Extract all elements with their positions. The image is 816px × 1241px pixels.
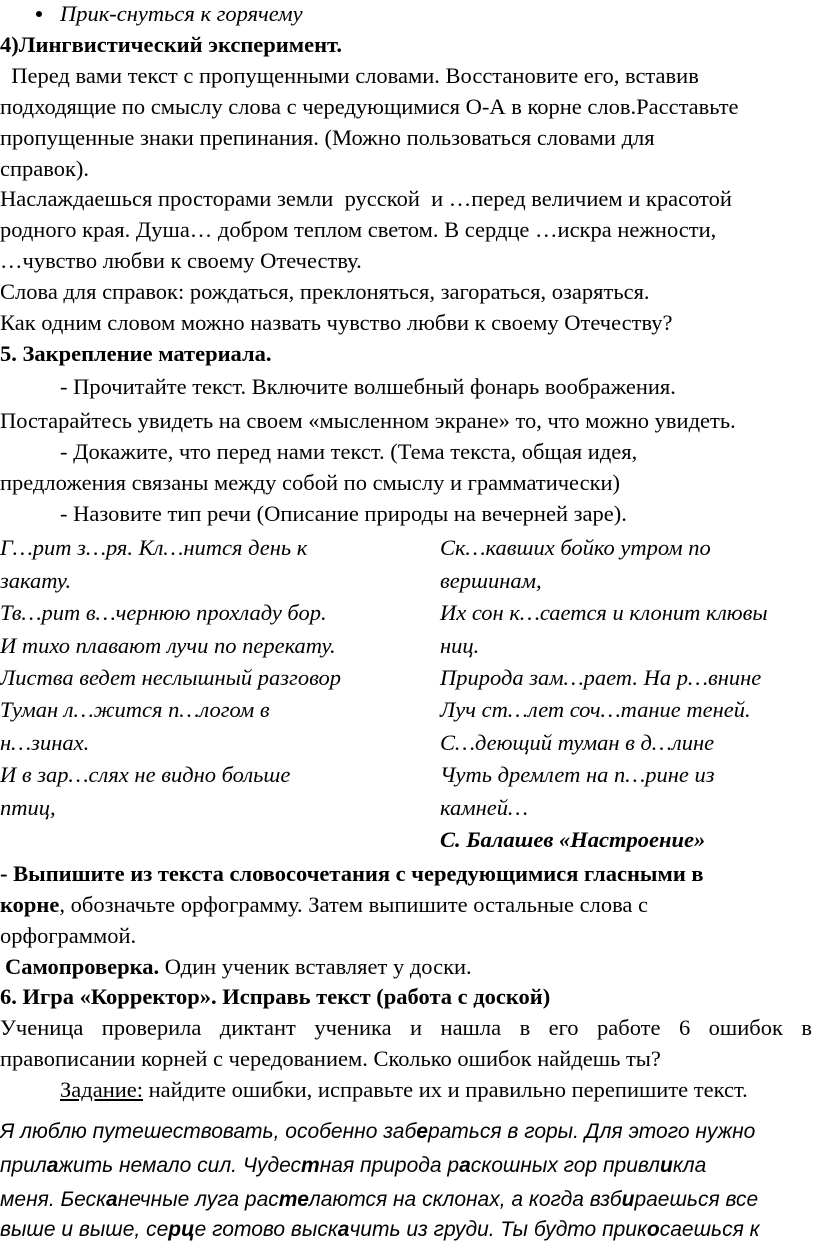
- task-read-cont: Постарайтесь увидеть на своем «мысленном экране» то, что можно увидеть.: [0, 408, 736, 433]
- poem-line: Ск…кавших бойко утром по: [440, 535, 711, 560]
- poem-line: И тихо плавают лучи по перекату.: [0, 633, 336, 658]
- bullet-dot: [36, 11, 42, 17]
- section-6-heading: 6. Игра «Корректор». Исправь текст (работа с доской): [0, 984, 551, 1009]
- task-speech-type: - Назовите тип речи (Описание природы на вечерней заре).: [60, 501, 627, 526]
- poem-line: Их сон к…сается и клонит клювы: [440, 600, 768, 625]
- poem-line: вершинам,: [440, 568, 542, 593]
- poem-line: ниц.: [440, 633, 480, 658]
- error-letter: а: [106, 1188, 118, 1211]
- error-letter: а: [337, 1218, 350, 1241]
- write-task-line: орфограммой.: [0, 923, 137, 948]
- poem-line: Г…рит з…ря. Кл…нится день к: [0, 535, 308, 560]
- write-task-line: корне, обозначьте орфограмму. Затем выпишите остальные слова с: [0, 892, 649, 917]
- poem-line: Листва ведет неслышный разговор: [0, 665, 342, 690]
- section-4-heading: 4)Лингвистический эксперимент.: [0, 32, 343, 57]
- error-letter: и: [660, 1154, 673, 1177]
- poem-line: И в зар…слях не видно больше: [0, 762, 291, 787]
- poem-line: Чуть дремлет на п…рине из: [440, 762, 715, 787]
- error-letter: рц: [168, 1218, 195, 1241]
- dictation-line: прилажить немало сил. Чудестная природа раскошных гор привликла: [0, 1154, 707, 1177]
- error-letter: а: [459, 1154, 471, 1177]
- s4-text-line: родного края. Душа… добром теплом светом. В сердце …искра нежности,: [0, 217, 717, 242]
- help-words: Слова для справок: рождаться, преклоняться, загораться, озаряться.: [0, 279, 650, 304]
- poem-line: н…зинах.: [0, 730, 90, 755]
- s6-para-line: правописании корней с чередованием. Сколько ошибок найдешь ты?: [0, 1046, 661, 1071]
- s4-para-line: пропущенные знаки препинания. (Можно пользоваться словами для: [0, 125, 655, 150]
- s4-para-line: подходящие по смыслу слова с чередующимися О-А в корне слов.Расставьте: [0, 94, 739, 119]
- error-letter: е: [416, 1120, 428, 1143]
- poem-author: С. Балашев «Настроение»: [440, 827, 706, 852]
- dictation-line: Я люблю путешествовать, особенно забераться в горы. Для этого нужно: [0, 1120, 756, 1143]
- poem-line: С…деющий туман в д…лине: [440, 730, 715, 755]
- error-letter: те: [278, 1188, 309, 1211]
- s4-para-line: справок).: [0, 156, 90, 181]
- dictation-line: выше и выше, серце готово выскачить из груди. Ты будто прикосаешься к: [0, 1218, 760, 1241]
- poem-line: Тв…рит в…чернюю прохладу бор.: [0, 600, 327, 625]
- s4-para-line: Перед вами текст с пропущенными словами. Восстановите его, вставив: [0, 63, 699, 88]
- poem-line: закату.: [0, 568, 72, 593]
- error-letter: о: [646, 1218, 660, 1241]
- s4-question: Как одним словом можно назвать чувство любви к своему Отечеству?: [0, 310, 673, 335]
- task-prove: - Докажите, что перед нами текст. (Тема текста, общая идея,: [60, 439, 638, 464]
- poem-line: камней…: [440, 795, 528, 820]
- s6-para-line: Ученица проверила диктант ученика и нашла в его работе 6 ошибок в: [0, 1015, 812, 1040]
- s4-text-line: Наслаждаешься просторами земли русской и …перед величием и красотой: [0, 186, 732, 211]
- poem-line: птиц,: [0, 795, 56, 820]
- error-letter: т: [301, 1154, 320, 1177]
- poem-line: Природа зам…рает. На р…внине: [440, 665, 762, 690]
- s4-text-line: …чувство любви к своему Отечеству.: [0, 248, 362, 273]
- write-task-line: - Выпишите из текста словосочетания с чередующимися гласными в: [0, 861, 704, 886]
- s6-task: Задание: найдите ошибки, исправьте их и правильно перепишите текст.: [60, 1077, 748, 1102]
- poem-line: Луч ст…лет соч…тание теней.: [440, 697, 751, 722]
- bullet-item: Прик-снуться к горячему: [60, 1, 303, 26]
- task-read: - Прочитайте текст. Включите волшебный фонарь воображения.: [60, 374, 676, 399]
- poem-line: Туман л…жится п…логом в: [0, 697, 270, 722]
- task-prove-cont: предложения связаны между собой по смыслу и грамматически): [0, 470, 621, 495]
- error-letter: а: [46, 1154, 59, 1177]
- self-check: Самопроверка. Один ученик вставляет у доски.: [5, 954, 472, 979]
- error-letter: и: [621, 1188, 635, 1211]
- dictation-line: меня. Бесканечные луга растелаются на склонах, а когда взбираешься все: [0, 1188, 759, 1211]
- section-5-heading: 5. Закрепление материала.: [0, 341, 272, 366]
